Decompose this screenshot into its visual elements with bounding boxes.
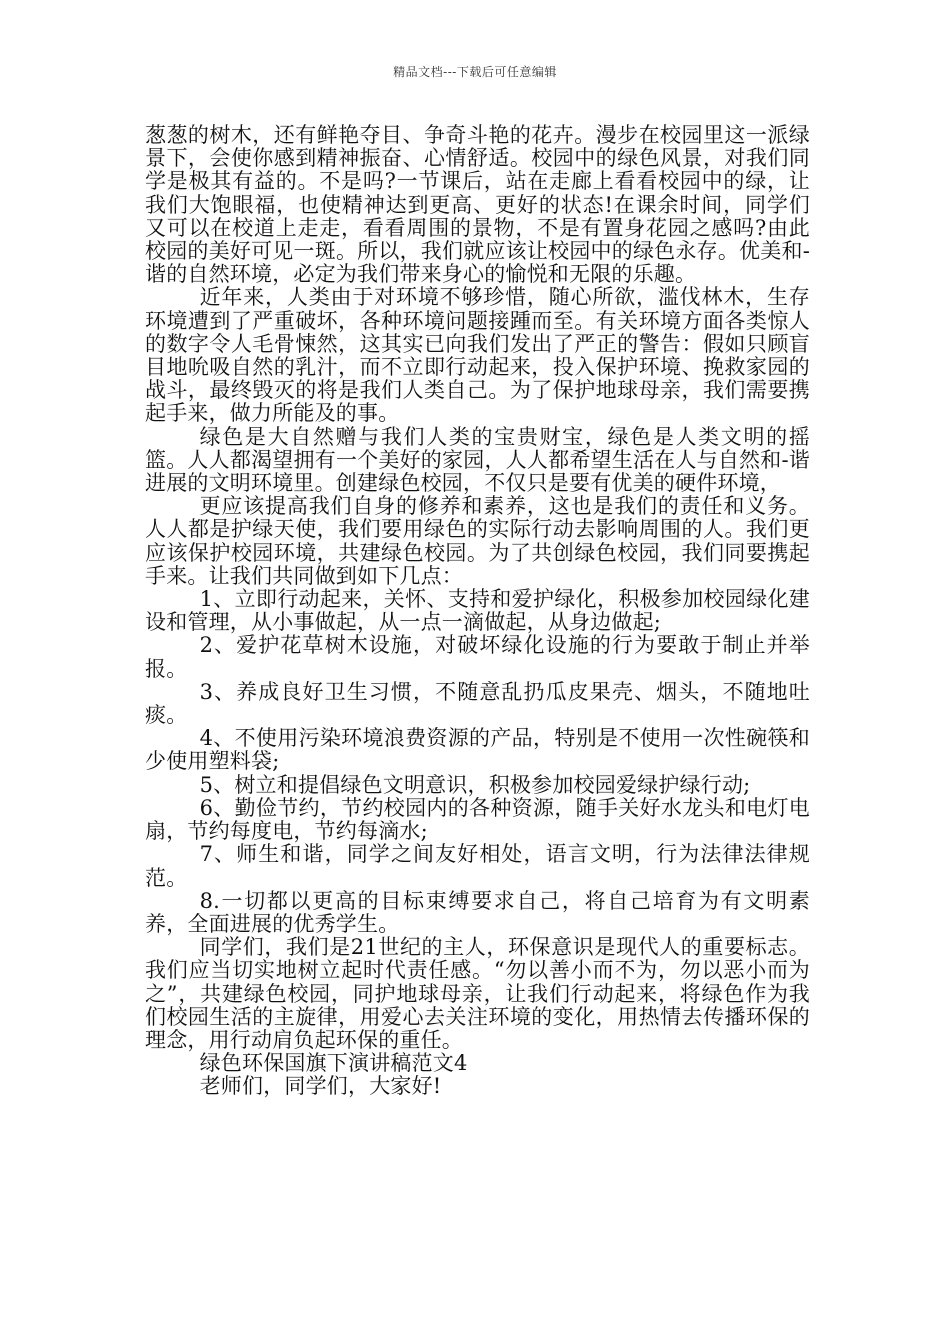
list-item-7: 7、师生和谐，同学之间友好相处，语言文明，行为法律法律规范。 (145, 842, 810, 890)
page-header: 精品文档---下载后可任意编辑 (393, 65, 557, 79)
paragraph-green-treasure: 绿色是大自然赠与我们人类的宝贵财宝，绿色是人类文明的摇篮。人人都渴望拥有一个美好的家园，人人都希望生活在人与自然和-谐进展的文明环境里。创建绿色校园，不仅只是要有优美的硬件环境， (145, 424, 810, 496)
paragraph-responsibility: 更应该提高我们自身的修养和素养，这也是我们的责任和义务。人人都是护绿天使，我们要用绿色的实际行动去影响周围的人。我们更应该保护校园环境，共建绿色校园。为了共创绿色校园，我们同要携起手来。让我们共同做到如下几点： (145, 494, 810, 588)
paragraph-continuation: 葱葱的树木，还有鲜艳夺目、争奇斗艳的花卉。漫步在校园里这一派绿景下，会使你感到精神振奋、心情舒适。校园中的绿色风景，对我们同学是极其有益的。不是吗?一节课后，站在走廊上看看校园中的绿，让我们大饱眼福，也使精神达到更高、更好的状态!在课余时间，同学们又可以在校道上走走，看看周围的景物，不是有置身花园之感吗?由此校园的美好可见一斑。所以，我们就应该让校园中的绿色永存。优美和-谐的自然环境，必定为我们带来身心的愉悦和无限的乐趣。 (145, 123, 810, 287)
document-body (145, 124, 810, 1099)
list-item-2: 2、爱护花草树木设施，对破坏绿化设施的行为要敢于制止并举报。 (145, 633, 810, 681)
list-item-5: 5、树立和提倡绿色文明意识，积极参加校园爱绿护绿行动; (199, 772, 751, 797)
list-item-3: 3、养成良好卫生习惯，不随意乱扔瓜皮果壳、烟头，不随地吐痰。 (145, 679, 810, 728)
list-item-1: 1、立即行动起来，关怀、支持和爱护绿化，积极参加校园绿化建设和管理，从小事做起，从一点一滴做起，从身边做起; (145, 587, 810, 635)
list-item-8: 8.一切都以更高的目标束缚要求自己，将自己培育为有文明素养，全面进展的优秀学生。 (145, 888, 810, 936)
list-item-6: 6、勤俭节约，节约校园内的各种资源，随手关好水龙头和电灯电扇，节约每度电，节约每滴水; (145, 795, 810, 844)
list-item-4: 4、不使用污染环境浪费资源的产品，特别是不使用一次性碗筷和少使用塑料袋; (145, 726, 810, 774)
paragraph-environment: 近年来，人类由于对环境不够珍惜，随心所欲，滥伐林木，生存环境遭到了严重破坏，各种环境问题接踵而至。有关环境方面各类惊人的数字令人毛骨悚然，这其实已向我们发出了严正的警告：假如只顾盲目地吮吸自然的乳汁，而不立即行动起来，投入保护环境、挽救家园的战斗，最终毁灭的将是我们人类自己。为了保护地球母亲，我们需要携起手来，做力所能及的事。 (145, 285, 810, 426)
paragraph-conclusion: 同学们，我们是21世纪的主人，环保意识是现代人的重要标志。我们应当切实地树立起时代责任感。“勿以善小而不为，勿以恶小而为之”，共建绿色校园，同护地球母亲，让我们行动起来，将绿色作为我们校园生活的主旋律，用爱心去关注环境的变化，用热情去传播环保的理念，用行动肩负起环保的重任。 (145, 935, 810, 1052)
section-title: 绿色环保国旗下演讲稿范文4 (199, 1051, 468, 1076)
greeting: 老师们，同学们，大家好! (199, 1074, 442, 1099)
